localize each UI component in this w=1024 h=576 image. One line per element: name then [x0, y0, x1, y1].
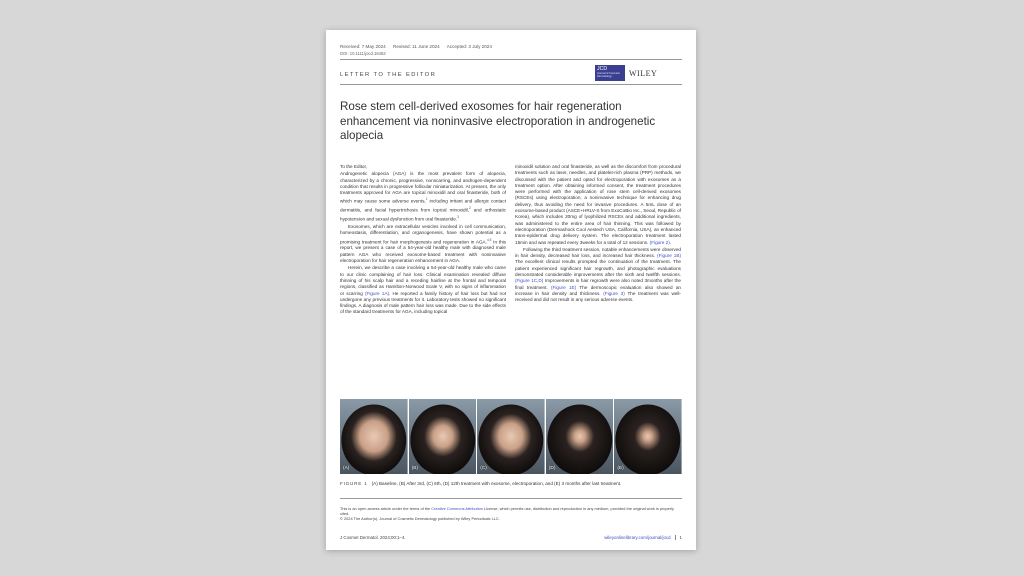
license-link[interactable]: Creative Commons Attribution — [431, 506, 483, 511]
figure-panel — [614, 399, 682, 474]
paragraph: Exosomes, which are extracellular vesicles involved in cell communication, homeostasis, differentiation, and organogenesis, have shown potential as a promising treatment for hair morphogenesis and regeneration in AGA.$^{4,5}$ In this report, we present a case of a 54-year-old healthy male with diagnosed male pattern AGA who received exosome-based treatment with noninvasive electroporation for hair regeneration enhancement in AGA. — [340, 224, 507, 264]
accepted-date: Accepted: 3 July 2024 — [446, 44, 492, 49]
journal-abbr: JCD — [597, 66, 608, 72]
header-divider — [340, 59, 682, 60]
doi[interactable]: DOI: 10.1111/jocd.16463 — [340, 51, 386, 56]
article-title: Rose stem cell-derived exosomes for hair regeneration enhancement via noninvasive electroporation in androgenetic alopecia — [340, 100, 656, 142]
journal-citation: J Cosmet Dermatol. 2024;00:1–4. — [340, 535, 406, 540]
paragraph: Androgenetic alopecia (AGA) is the most prevalent form of alopecia, characterized by a chronic, progressive, nonscarring, and androgen-dependent condition that results in progressive follicular miniaturization. At present, the only treatments approved for AGA are topical minoxidil and oral finasteride, both of which may cause some adverse events,$^1$ including irritant and allergic contact dermatitis, and facial hypertrichosis from topical minoxidil,$^2$ and orthostatic hypotension and sexual dysfunction from oral finasteride.$^3$ — [340, 171, 506, 222]
citation-ref[interactable]: 2 — [468, 206, 471, 211]
paragraph: Herein, we describe a case involving a 54-year-old healthy male who came to our clinic complaining of hair loss. Clinical examination revealed diffuse thinning of his scalp hair and a receding hairline at the frontal and temporal regions, classified as Hamilton-Norwood Scale V, with no signs of inflammation or scarring (Figure 1A). He reported a family history of hair loss but had not undergone any previous treatments for it. Laboratory tests showed no significant findings. A diagnosis of male pattern hair loss was made. Due to the side effects of the standard treatments for AGA, including topical — [340, 265, 507, 315]
page-number: 1 — [675, 535, 682, 540]
figure-link[interactable]: (Figure 1A) — [364, 290, 390, 296]
paragraph: minoxidil solution and oral finasteride, as well as the discomfort from procedural treatments such as laser, needles, and platelet-rich plasma (PRP) methods, we discussed with the patient and opted for electroporation with exosomes as a treatment option. After obtaining informed consent, the treatment procedures were performed with the application of rose stem cell-derived exosomes (RSCEs) using electroporation, a noninvasive technique for enhancing drug delivery, thus avoiding the need for invasive procedures. A 5mL dose of an exosome-based product (ASCE+HRLV-S from ExoCoBio Inc., Seoul, Republic of Korea), which includes 20mg of lyophilized RSCEs and additional ingredients, was administered to the entire area of hair thinning. This was followed by electroporation (Dermashock Cool Aestech USA, California, USA), an enhanced trans-epidermal drug delivery system. The electroporation treatment lasted 15min and was repeated every 3weeks for a total of 12 sessions. (Figure 2). — [515, 164, 681, 245]
scalp-photo — [477, 399, 545, 474]
article-history — [340, 44, 498, 49]
figure-panel — [409, 399, 477, 474]
citation-ref[interactable]: 3 — [457, 215, 459, 220]
license-divider — [340, 498, 682, 499]
revised-date: Revised: 11 June 2024 — [393, 44, 440, 49]
body-column-left — [340, 164, 506, 317]
figure-link[interactable]: (Figure 1B) — [657, 253, 681, 259]
figure-panel — [477, 399, 545, 474]
figure-panel — [340, 399, 408, 474]
figure-link[interactable]: (Figure 3) — [603, 290, 625, 296]
body-column-right — [515, 164, 681, 305]
license-note — [340, 506, 682, 522]
wiley-logo: WILEY — [629, 68, 658, 78]
figure-link[interactable]: (Figure 2) — [649, 239, 670, 245]
figure-link[interactable]: (Figure 1C,D) — [515, 278, 544, 284]
section-label: LETTER TO THE EDITOR — [340, 72, 437, 78]
article-page — [326, 30, 696, 550]
scalp-photo — [409, 399, 477, 474]
journal-name: Journal of Cosmetic Dermatology — [597, 72, 620, 78]
panel-label: (E) — [617, 466, 624, 471]
panel-label: (A) — [343, 466, 350, 471]
journal-url[interactable]: wileyonlinelibrary.com/journal/jocd — [604, 535, 671, 540]
received-date: Received: 7 May 2024 — [340, 44, 386, 49]
scalp-photo — [614, 399, 682, 474]
journal-logo — [595, 65, 625, 81]
panel-label: (D) — [548, 466, 556, 471]
figure-link[interactable]: (Figure 1E) — [550, 284, 577, 290]
caption-label: FIGURE 1 — [340, 481, 368, 486]
section-divider — [340, 84, 682, 85]
salutation: To the Editor, — [340, 164, 368, 169]
scalp-photo — [340, 399, 408, 474]
citation-ref[interactable]: 4,5 — [486, 237, 492, 242]
figure-1 — [340, 399, 682, 474]
caption-text: (A) Baseline, (B) After 3rd, (C) 6th, (D) 12th treatment with exosome, electroporation, and (E) 3 months after last treatment. — [371, 481, 622, 486]
paragraph: Following the third treatment session, notable enhancements were observed in hair density, decreased hair loss, and increased hair thickness. (Figure 1B) The excellent clinical results prompted the continuation of the treatment. The patient experienced significant hair regrowth, and photographic evaluations demonstrated considerable improvements after the sixth and twelfth sessions. (Figure 1C,D) Improvements in hair regrowth were also noted 3months after the final treatment. (Figure 1E) The dermoscopic evaluation also showed an increase in hair density and thickness. (Figure 3) The treatment was well-received and did not result in any serious adverse events. — [515, 246, 682, 303]
page-footer — [340, 535, 682, 540]
license-line: This is an open access article under the terms of the Creative Commons Attribution License, which permits use, distribution and reproduction in any medium, provided the original work is properly cited. — [340, 506, 674, 517]
figure-caption — [340, 481, 682, 486]
citation-ref[interactable]: 1 — [425, 197, 428, 202]
scalp-photo — [546, 399, 614, 474]
figure-panel — [546, 399, 614, 474]
panel-label: (B) — [411, 466, 418, 471]
panel-label: (C) — [480, 466, 487, 471]
copyright-line: © 2024 The Author(s). Journal of Cosmetic Dermatology published by Wiley Periodicals LLC. — [340, 516, 500, 522]
publisher-logo — [595, 65, 657, 81]
